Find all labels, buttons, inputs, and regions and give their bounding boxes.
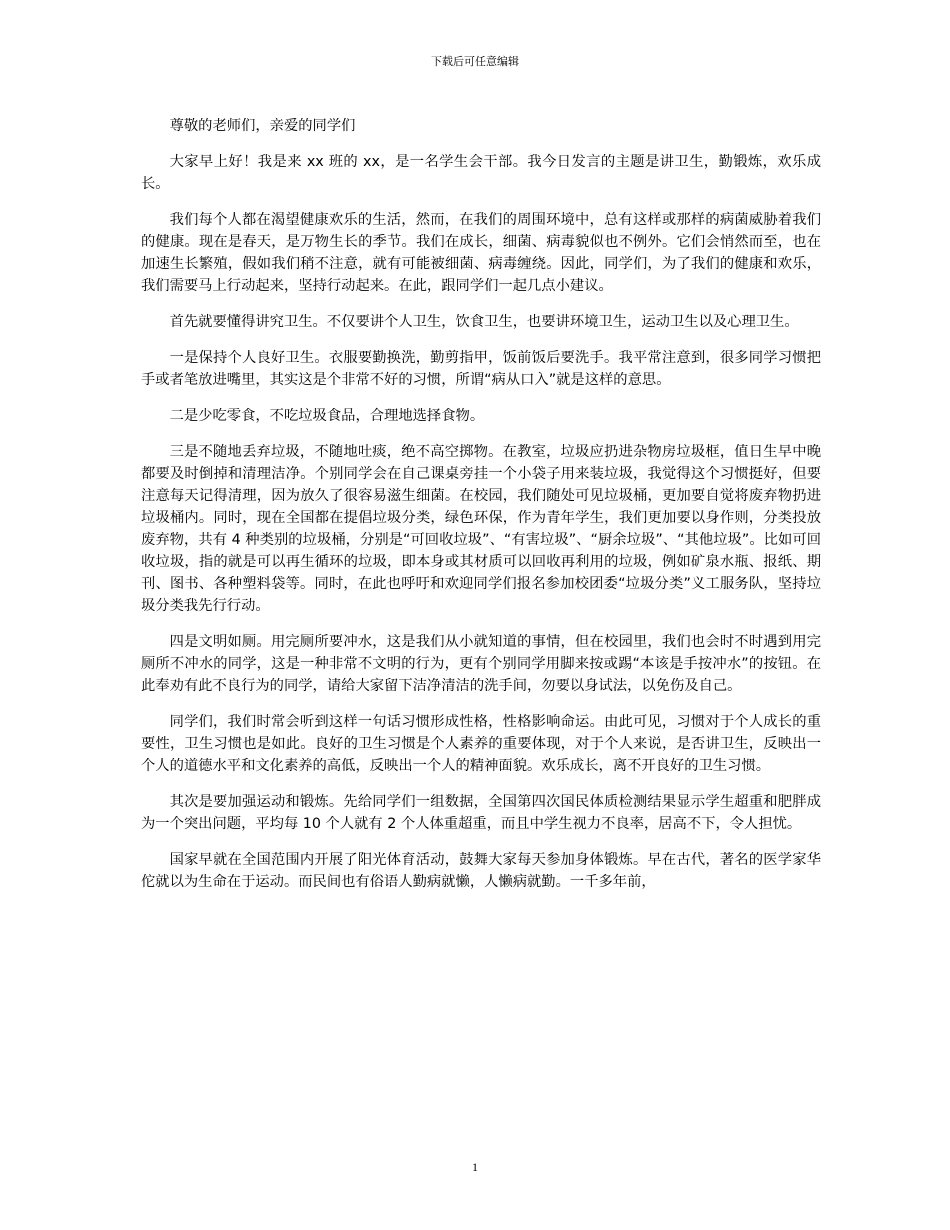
body-paragraph: 同学们，我们时常会听到这样一句话习惯形成性格，性格影响命运。由此可见，习惯对于个人成长的重要性，卫生习惯也是如此。良好的卫生习惯是个人素养的重要体现，对于个人来说，是否讲卫生，反映出一个人的道德水平和文化素养的高低，反映出一个人的精神面貌。欢乐成长，离不开良好的卫生习惯。 <box>141 714 821 774</box>
body-paragraph: 我们每个人都在渴望健康欢乐的生活，然而，在我们的周围环境中，总有这样或那样的病菌威胁着我们的健康。现在是春天，是万物生长的季节。我们在成长，细菌、病毒貌似也不例外。它们会悄然而至，也在加速生长繁殖，假如我们稍不注意，就有可能被细菌、病毒缠绕。因此，同学们，为了我们的健康和欢乐，我们需要马上行动起来，坚持行动起来。在此，跟同学们一起几点小建议。 <box>141 212 821 294</box>
document-body <box>141 115 821 907</box>
greeting-paragraph: 尊敬的老师们，亲爱的同学们 <box>169 118 356 134</box>
intro-paragraph: 大家早上好！我是来 xx 班的 xx，是一名学生会干部。我今日发言的主题是讲卫生，勤锻炼，欢乐成长。 <box>141 154 821 192</box>
page-header: 下载后可任意编辑 <box>431 55 519 68</box>
body-paragraph: 首先就要懂得讲究卫生。不仅要讲个人卫生，饮食卫生，也要讲环境卫生，运动卫生以及心理卫生。 <box>169 314 799 330</box>
body-paragraph: 国家早就在全国范围内开展了阳光体育活动，鼓舞大家每天参加身体锻炼。早在古代，著名的医学家华佗就以为生命在于运动。而民间也有俗语人勤病就懒，人懒病就勤。一千多年前， <box>141 852 821 890</box>
body-paragraph: 其次是要加强运动和锻炼。先给同学们一组数据，全国第四次国民体质检测结果显示学生超重和肥胖成为一个突出问题，平均每 10 个人就有 2 个人体重超重，而且中学生视力不良率，居高不下，令人担忧。 <box>141 794 821 832</box>
body-paragraph: 四是文明如厕。用完厕所要冲水，这是我们从小就知道的事情，但在校园里，我们也会时不时遇到用完厕所不冲水的同学，这是一种非常不文明的行为，更有个别同学用脚来按或踢“本该是手按冲水”的按钮。在此奉劝有此不良行为的同学，请给大家留下洁净清洁的洗手间，勿要以身试法，以免伤及自己。 <box>141 634 821 694</box>
body-paragraph: 二是少吃零食，不吃垃圾食品，合理地选择食物。 <box>169 408 485 424</box>
body-paragraph: 三是不随地丢弃垃圾，不随地吐痰，绝不高空掷物。在教室，垃圾应扔进杂物房垃圾框，值日生早中晚都要及时倒掉和清理洁净。个别同学会在自己课桌旁挂一个小袋子用来装垃圾，我觉得这个习惯挺好，但要注意每天记得清理，因为放久了很容易滋生细菌。在校园，我们随处可见垃圾桶，更加要自觉将废弃物扔进垃圾桶内。同时，现在全国都在提倡垃圾分类，绿色环保，作为青年学生，我们更加要以身作则，分类投放废弃物，共有 4 种类别的垃圾桶，分别是“可回收垃圾”、“有害垃圾”、“厨余垃圾”、“其他垃圾”。比如可回收垃圾，指的就是可以再生循环的垃圾，即本身或其材质可以回收再利用的垃圾，例如矿泉水瓶、报纸、期刊、图书、各种塑料袋等。同时，在此也呼吁和欢迎同学们报名参加校团委“垃圾分类”义工服务队，坚持垃圾分类我先行行动。 <box>141 444 821 614</box>
body-paragraph: 一是保持个人良好卫生。衣服要勤换洗，勤剪指甲，饭前饭后要洗手。我平常注意到，很多同学习惯把手或者笔放进嘴里，其实这是个非常不好的习惯，所谓“病从口入”就是这样的意思。 <box>141 350 821 388</box>
page-number: 1 <box>472 1160 478 1174</box>
